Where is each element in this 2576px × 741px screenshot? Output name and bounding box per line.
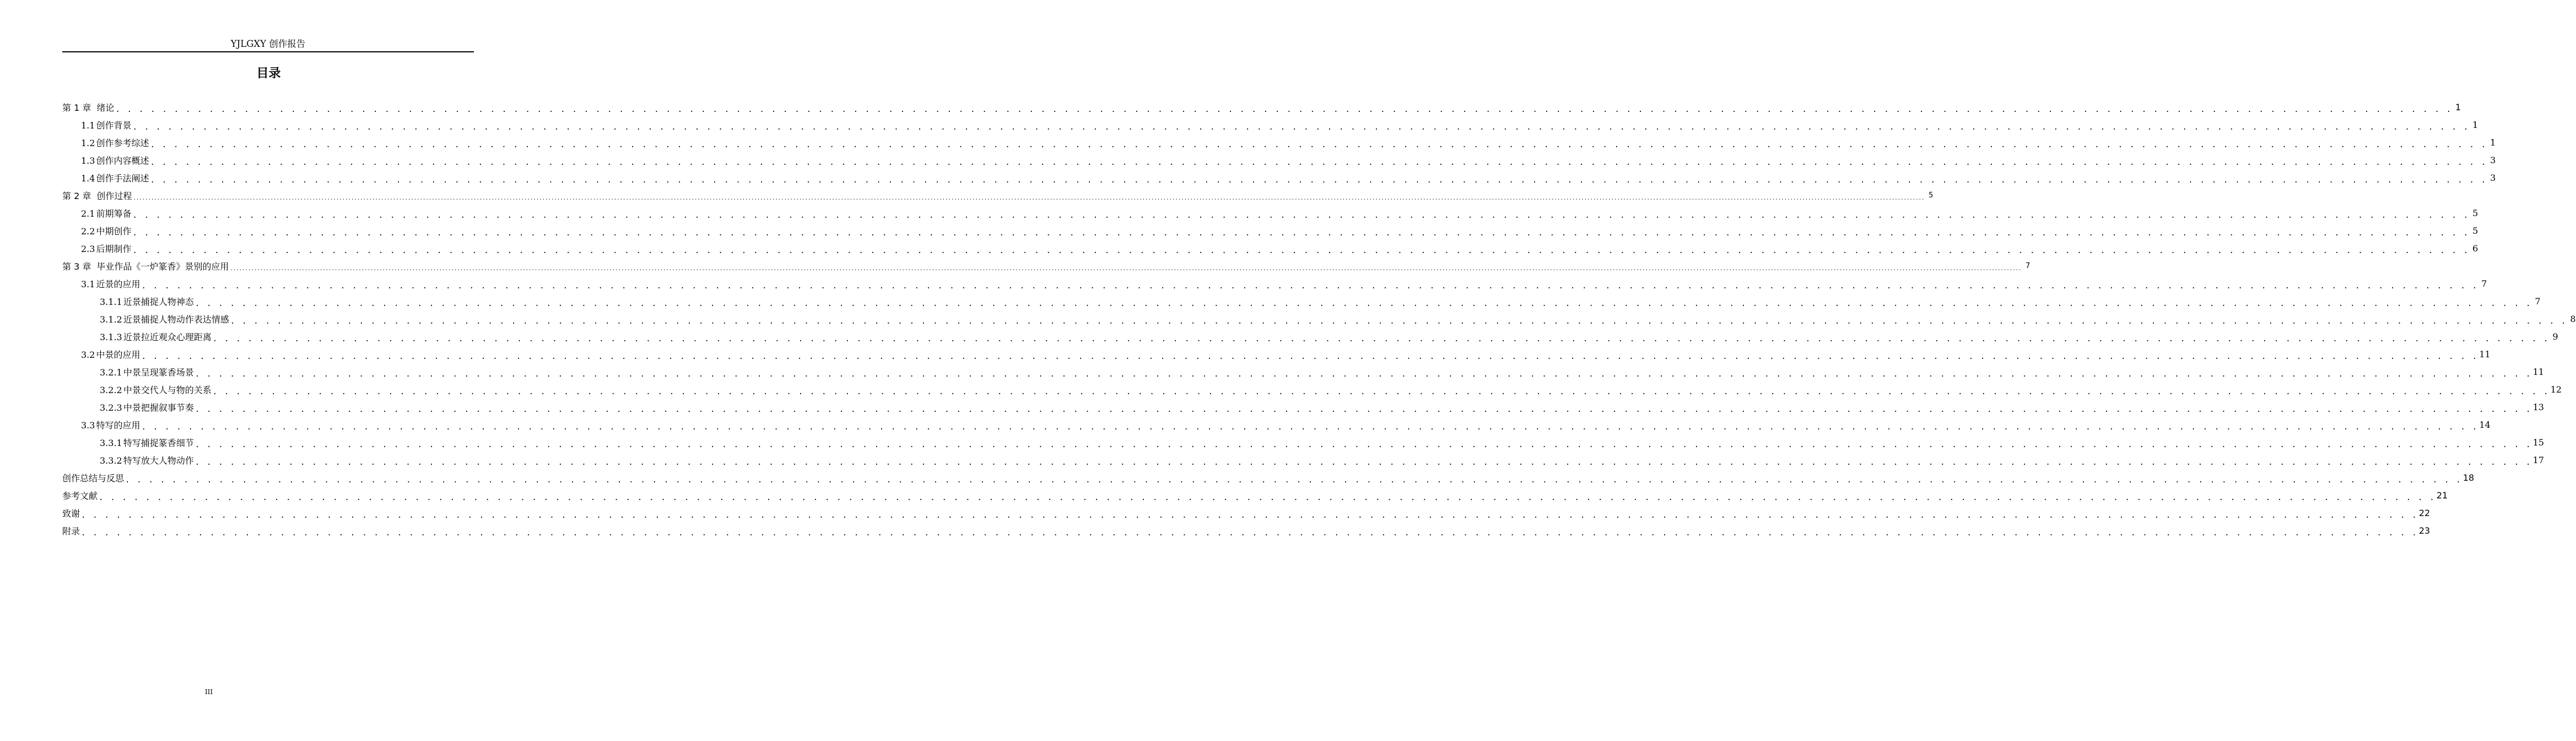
toc-entry-label [81,242,131,255]
toc-entry-title: 创作总结与反思 [62,472,125,484]
toc-entry-page: 3 [2490,154,2496,165]
toc-entry-number: 1.1 [81,120,95,131]
toc-entry-page: 14 [2479,419,2491,430]
toc-entry-number: 3.1.3 [100,331,122,342]
toc-entry-label [100,313,229,325]
toc-entry[interactable] [62,98,2461,116]
toc-entry-label [62,260,229,272]
toc-entry-number: 3.2 [81,349,95,360]
dot-leader: . . . . . . . . . . . . . . . . . . . . . . . . . . . . . . . . . . . . . . . . . . . . . . . . . . . . . . . . . . . . . . . . . . . . . . . . . . . . . . . . . . . . . . . . . . . . . . . . . . . . . . . . . . . . . . . . . . . . . . . . . . . . . . . . . . . . . . . . . . . . . . . . . . . . . . . . . . . . . . . . . . . . . . . . . . . . . . . . . . . . . . . . . . . . . . . . . . . . . . . . [81,529,2418,538]
toc-entry-number: 3.2.1 [100,367,122,378]
dot-leader: . . . . . . . . . . . . . . . . . . . . . . . . . . . . . . . . . . . . . . . . . . . . . . . . . . . . . . . . . . . . . . . . . . . . . . . . . . . . . . . . . . . . . . . . . . . . . . . . . . . . . . . . . . . . . . . . . . . . . . . . . . . . . . . . . . . . . . . . . . . . . . . . . . . . . . . . . . . . . . . . . . . . . . . . . . . . . . . . . . . . . . . . . . . . . . . . . . . . . . . . [195,405,2532,414]
toc-entry-title: 特写的应用 [96,420,141,431]
dot-leader: . . . . . . . . . . . . . . . . . . . . . . . . . . . . . . . . . . . . . . . . . . . . . . . . . . . . . . . . . . . . . . . . . . . . . . . . . . . . . . . . . . . . . . . . . . . . . . . . . . . . . . . . . . . . . . . . . . . . . . . . . . . . . . . . . . . . . . . . . . . . . . . . . . . . . . . . . . . . . . . . . . . . . . . . . . . . . . . . . . . . . . . . . . . . . . . . . . . . . . . . [132,229,2470,238]
toc-entry-page: 12 [2550,384,2562,395]
toc-entry-number: 1.4 [81,173,95,184]
toc-entry[interactable] [62,522,2431,539]
toc-entry-title: 创作参考综述 [96,137,149,148]
toc-entry-label [62,101,114,114]
toc-entry-title: 后期制作 [96,243,132,254]
toc-entry[interactable] [62,204,2478,222]
toc-entry-label [62,189,132,202]
toc-entry[interactable] [62,310,2576,327]
toc-entry-page: 5 [2472,225,2478,236]
page-title: 目录 [256,67,281,80]
dot-leader: . . . . . . . . . . . . . . . . . . . . . . . . . . . . . . . . . . . . . . . . . . . . . . . . . . . . . . . . . . . . . . . . . . . . . . . . . . . . . . . . . . . . . . . . . . . . . . . . . . . . . . . . . . . . . . . . . . . . . . . . . . . . . . . . . . . . . . . . . . . . . . . . . . . . . . . . . . . . . . . . . . . . . . . . . . . . . . . . . . . . . . . . . . . . . . . . . . . . . . . . [132,123,2470,132]
toc-entry-label [62,507,80,519]
dot-leader: . . . . . . . . . . . . . . . . . . . . . . . . . . . . . . . . . . . . . . . . . . . . . . . . . . . . . . . . . . . . . . . . . . . . . . . . . . . . . . . . . . . . . . . . . . . . . . . . . . . . . . . . . . . . . . . . . . . . . . . . . . . . . . . . . . . . . . . . . . . . . . . . . . . . . . . . . . . . . . . . . . . . . . . . . . . . . . . . . . . . . . . . . . . . . . . . . . . . . . . . [150,141,2487,149]
toc-entry-page: 23 [2418,525,2431,536]
toc-entry-number: 3.2.2 [100,384,122,395]
toc-entry-page: 11 [2479,348,2491,359]
toc-entry-page: 3 [2490,172,2496,183]
toc-entry-page: 7 [2535,296,2541,307]
toc-entry-title: 绪论 [96,102,115,113]
toc-entry-title: 近景的应用 [96,278,141,289]
toc-entry-number: 1.2 [81,137,95,148]
toc-entry[interactable] [62,257,2030,275]
toc-entry-title: 近景捕捉人物神态 [123,296,194,307]
toc-entry-label [100,383,212,396]
toc-entry-title: 特写放大人物动作 [123,455,194,466]
toc-entry-number: 3.3.2 [100,455,122,466]
dot-leader: . . . . . . . . . . . . . . . . . . . . . . . . . . . . . . . . . . . . . . . . . . . . . . . . . . . . . . . . . . . . . . . . . . . . . . . . . . . . . . . . . . . . . . . . . . . . . . . . . . . . . . . . . . . . . . . . . . . . . . . . . . . . . . . . . . . . . . . . . . . . . . . . . . . . . . . . . . . . . . . . . . . . . . . . . . . . . . . . . . . . . . . . . . . . . . . . . . . . . . . . [195,441,2532,449]
toc-entry-title: 创作背景 [96,120,132,131]
toc-entry-title: 附录 [62,525,80,536]
toc-entry-number: 3.1 [81,278,95,289]
toc-entry-page: 11 [2532,366,2544,377]
toc-entry-number: 3.3 [81,420,95,431]
dot-leader: . . . . . . . . . . . . . . . . . . . . . . . . . . . . . . . . . . . . . . . . . . . . . . . . . . . . . . . . . . . . . . . . . . . . . . . . . . . . . . . . . . . . . . . . . . . . . . . . . . . . . . . . . . . . . . . . . . . . . . . . . . . . . . . . . . . . . . . . . . . . . . . . . . . . . . . . . . . . . . . . . . . . . . . . . . . . . . . . . . . . . . . . . . . . . . . . . . . . . . . . [115,105,2453,114]
toc-entry-page: 18 [2462,472,2475,483]
toc-entry-page: 1 [2490,137,2496,148]
toc-entry-page: 7 [2481,278,2487,289]
toc-entry-title: 参考文献 [62,490,98,501]
toc-entry-label [81,154,149,167]
toc-entry-page: 5 [2472,207,2478,218]
toc-entry-title: 创作过程 [96,190,132,201]
running-header: YJLGXY 创作报告 [62,36,474,52]
dot-leader: . . . . . . . . . . . . . . . . . . . . . . . . . . . . . . . . . . . . . . . . . . . . . . . . . . . . . . . . . . . . . . . . . . . . . . . . . . . . . . . . . . . . . . . . . . . . . . . . . . . . . . . . . . . . . . . . . . . . . . . . . . . . . . . . . . . . . . . . . . . . . . . . . . . . . . . . . . . . . . . . . . . . . . . . . . . . . . . . . . . . . . . . . . . . . . . . . . . . . . . . [150,158,2487,167]
toc-entry-label [81,418,140,431]
toc-entry-number: 3.3.1 [100,437,122,448]
dot-leader: . . . . . . . . . . . . . . . . . . . . . . . . . . . . . . . . . . . . . . . . . . . . . . . . . . . . . . . . . . . . . . . . . . . . . . . . . . . . . . . . . . . . . . . . . . . . . . . . . . . . . . . . . . . . . . . . . . . . . . . . . . . . . . . . . . . . . . . . . . . . . . . . . . . . . . . . . . . . . . . . . . . . . . . . . . . . . . . . . . . . . . . . . . . . . . . . . . . . . . . . [125,476,2462,485]
toc-entry-label [100,454,194,466]
toc-entry[interactable] [62,151,2496,169]
toc-entry-number: 第 3 章 [62,261,91,272]
toc-entry[interactable] [62,363,2544,380]
toc-entry[interactable] [62,433,2544,451]
toc-entry-title: 致谢 [62,508,80,519]
toc-entry[interactable] [62,486,2448,504]
toc-entry-title: 前期筹备 [96,208,132,219]
dot-leader: . . . . . . . . . . . . . . . . . . . . . . . . . . . . . . . . . . . . . . . . . . . . . . . . . . . . . . . . . . . . . . . . . . . . . . . . . . . . . . . . . . . . . . . . . . . . . . . . . . . . . . . . . . . . . . . . . . . . . . . . . . . . . . . . . . . . . . . . . . . . . . . . . . . . . . . . . . . . . . . . . . . . . . . . . . . . . . . . . . . . . . . . . . . . . . . . . . . . . . . . [212,335,2550,343]
dot-leader: ........................................................................................................................................................................................................................................................................................................................................................................................................................................................................................................................................................................................................................ [230,266,2022,272]
toc-entry-label [62,489,98,502]
toc-entry-title: 中景把握叙事节奏 [123,402,194,413]
toc-entry-page: 8 [2570,313,2576,324]
toc-entry-page: 1 [2455,101,2461,112]
toc-entry-label [62,524,80,537]
toc-entry-page: 6 [2472,243,2478,254]
dot-leader: . . . . . . . . . . . . . . . . . . . . . . . . . . . . . . . . . . . . . . . . . . . . . . . . . . . . . . . . . . . . . . . . . . . . . . . . . . . . . . . . . . . . . . . . . . . . . . . . . . . . . . . . . . . . . . . . . . . . . . . . . . . . . . . . . . . . . . . . . . . . . . . . . . . . . . . . . . . . . . . . . . . . . . . . . . . . . . . . . . . . . . . . . . . . . . . . . . . . . . . . [195,370,2532,379]
dot-leader: . . . . . . . . . . . . . . . . . . . . . . . . . . . . . . . . . . . . . . . . . . . . . . . . . . . . . . . . . . . . . . . . . . . . . . . . . . . . . . . . . . . . . . . . . . . . . . . . . . . . . . . . . . . . . . . . . . . . . . . . . . . . . . . . . . . . . . . . . . . . . . . . . . . . . . . . . . . . . . . . . . . . . . . . . . . . . . . . . . . . . . . . . . . . . . . . . . . . . . . . [150,176,2487,185]
toc-entry-number: 第 2 章 [62,190,91,201]
toc-entry-title: 中期创作 [96,225,132,237]
toc-entry-title: 中景呈现篆香场景 [123,367,194,378]
toc-entry[interactable] [62,398,2544,416]
dot-leader: . . . . . . . . . . . . . . . . . . . . . . . . . . . . . . . . . . . . . . . . . . . . . . . . . . . . . . . . . . . . . . . . . . . . . . . . . . . . . . . . . . . . . . . . . . . . . . . . . . . . . . . . . . . . . . . . . . . . . . . . . . . . . . . . . . . . . . . . . . . . . . . . . . . . . . . . . . . . . . . . . . . . . . . . . . . . . . . . . . . . . . . . . . . . . . . . . . . . . . . . [141,423,2478,432]
toc-entry-page: 9 [2552,331,2558,342]
toc-entry[interactable] [62,451,2544,469]
toc-entry-label [81,277,140,290]
toc-entry[interactable] [62,469,2475,486]
toc-entry-label [100,366,194,378]
toc-entry[interactable] [62,169,2496,186]
toc-entry[interactable] [62,416,2491,433]
toc-entry-title: 近景拉近观众心理距离 [123,331,212,342]
dot-leader: ........................................................................................................................................................................................................................................................................................................................................................................................................................................................................................................................................................................................................................ [133,196,1925,201]
toc-entry-title: 毕业作品《一炉篆香》景别的应用 [96,261,229,272]
toc-entry-label [100,436,194,449]
toc-entry-number: 2.3 [81,243,95,254]
dot-leader: . . . . . . . . . . . . . . . . . . . . . . . . . . . . . . . . . . . . . . . . . . . . . . . . . . . . . . . . . . . . . . . . . . . . . . . . . . . . . . . . . . . . . . . . . . . . . . . . . . . . . . . . . . . . . . . . . . . . . . . . . . . . . . . . . . . . . . . . . . . . . . . . . . . . . . . . . . . . . . . . . . . . . . . . . . . . . . . . . . . . . . . . . . . . . . . . . . . . . . . . [99,493,2435,502]
toc-entry-number: 第 1 章 [62,102,91,113]
dot-leader: . . . . . . . . . . . . . . . . . . . . . . . . . . . . . . . . . . . . . . . . . . . . . . . . . . . . . . . . . . . . . . . . . . . . . . . . . . . . . . . . . . . . . . . . . . . . . . . . . . . . . . . . . . . . . . . . . . . . . . . . . . . . . . . . . . . . . . . . . . . . . . . . . . . . . . . . . . . . . . . . . . . . . . . . . . . . . . . . . . . . . . . . . . . . . . . . . . . . . . . . [230,317,2567,326]
toc-entry-label [62,471,124,484]
toc-entry-title: 创作手法阐述 [96,173,149,184]
toc-entry[interactable] [62,116,2478,133]
toc-entry[interactable] [62,222,2478,239]
dot-leader: . . . . . . . . . . . . . . . . . . . . . . . . . . . . . . . . . . . . . . . . . . . . . . . . . . . . . . . . . . . . . . . . . . . . . . . . . . . . . . . . . . . . . . . . . . . . . . . . . . . . . . . . . . . . . . . . . . . . . . . . . . . . . . . . . . . . . . . . . . . . . . . . . . . . . . . . . . . . . . . . . . . . . . . . . . . . . . . . . . . . . . . . . . . . . . . . . . . . . . . . [212,388,2550,396]
dot-leader: . . . . . . . . . . . . . . . . . . . . . . . . . . . . . . . . . . . . . . . . . . . . . . . . . . . . . . . . . . . . . . . . . . . . . . . . . . . . . . . . . . . . . . . . . . . . . . . . . . . . . . . . . . . . . . . . . . . . . . . . . . . . . . . . . . . . . . . . . . . . . . . . . . . . . . . . . . . . . . . . . . . . . . . . . . . . . . . . . . . . . . . . . . . . . . . . . . . . . . . . [81,511,2418,520]
toc-entry-number: 3.2.3 [100,402,122,413]
toc-entry-page: 5 [1929,191,1934,200]
toc-entry-label [81,348,140,361]
toc-entry-label [81,119,131,131]
toc-entry[interactable] [62,275,2487,292]
toc-entry-label [100,295,194,308]
toc-entry-number: 2.1 [81,208,95,219]
toc-entry-title: 近景捕捉人物动作表达情感 [123,314,229,325]
toc-entry-page: 15 [2532,437,2544,448]
toc-entry-page: 17 [2532,454,2544,465]
toc-entry-number: 1.3 [81,155,95,166]
toc-entry[interactable] [62,504,2431,522]
toc-entry-number: 3.1.2 [100,314,122,325]
toc-entry[interactable] [62,133,2496,151]
toc-entry-label [100,330,212,343]
toc-entry-number: 3.1.1 [100,296,122,307]
page-number-footer: III [204,688,213,696]
toc-entry-label [81,224,131,237]
toc-entry-title: 中景交代人与物的关系 [123,384,212,395]
toc-entry-page: 13 [2532,401,2544,412]
dot-leader: . . . . . . . . . . . . . . . . . . . . . . . . . . . . . . . . . . . . . . . . . . . . . . . . . . . . . . . . . . . . . . . . . . . . . . . . . . . . . . . . . . . . . . . . . . . . . . . . . . . . . . . . . . . . . . . . . . . . . . . . . . . . . . . . . . . . . . . . . . . . . . . . . . . . . . . . . . . . . . . . . . . . . . . . . . . . . . . . . . . . . . . . . . . . . . . . . . . . . . . . [141,352,2478,361]
dot-leader: . . . . . . . . . . . . . . . . . . . . . . . . . . . . . . . . . . . . . . . . . . . . . . . . . . . . . . . . . . . . . . . . . . . . . . . . . . . . . . . . . . . . . . . . . . . . . . . . . . . . . . . . . . . . . . . . . . . . . . . . . . . . . . . . . . . . . . . . . . . . . . . . . . . . . . . . . . . . . . . . . . . . . . . . . . . . . . . . . . . . . . . . . . . . . . . . . . . . . . . . [141,282,2478,291]
table-of-contents [62,98,2576,539]
toc-entry-number: 2.2 [81,225,95,237]
toc-entry-title: 特写捕捉篆香细节 [123,437,194,448]
toc-entry-title: 中景的应用 [96,349,141,360]
toc-entry-label [81,171,149,184]
toc-entry-label [100,401,194,414]
toc-entry-page: 7 [2026,261,2030,270]
toc-entry[interactable] [62,186,1934,204]
toc-entry-title: 创作内容概述 [96,155,149,166]
toc-entry-page: 21 [2436,490,2448,501]
toc-entry-page: 1 [2472,119,2478,130]
toc-entry-page: 22 [2418,507,2431,518]
toc-entry[interactable] [62,345,2491,363]
toc-entry[interactable] [62,327,2558,345]
dot-leader: . . . . . . . . . . . . . . . . . . . . . . . . . . . . . . . . . . . . . . . . . . . . . . . . . . . . . . . . . . . . . . . . . . . . . . . . . . . . . . . . . . . . . . . . . . . . . . . . . . . . . . . . . . . . . . . . . . . . . . . . . . . . . . . . . . . . . . . . . . . . . . . . . . . . . . . . . . . . . . . . . . . . . . . . . . . . . . . . . . . . . . . . . . . . . . . . . . . . . . . . [132,211,2470,220]
dot-leader: . . . . . . . . . . . . . . . . . . . . . . . . . . . . . . . . . . . . . . . . . . . . . . . . . . . . . . . . . . . . . . . . . . . . . . . . . . . . . . . . . . . . . . . . . . . . . . . . . . . . . . . . . . . . . . . . . . . . . . . . . . . . . . . . . . . . . . . . . . . . . . . . . . . . . . . . . . . . . . . . . . . . . . . . . . . . . . . . . . . . . . . . . . . . . . . . . . . . . . . . [132,246,2470,255]
toc-entry[interactable] [62,239,2478,257]
dot-leader: . . . . . . . . . . . . . . . . . . . . . . . . . . . . . . . . . . . . . . . . . . . . . . . . . . . . . . . . . . . . . . . . . . . . . . . . . . . . . . . . . . . . . . . . . . . . . . . . . . . . . . . . . . . . . . . . . . . . . . . . . . . . . . . . . . . . . . . . . . . . . . . . . . . . . . . . . . . . . . . . . . . . . . . . . . . . . . . . . . . . . . . . . . . . . . . . . . . . . . . . [195,458,2532,467]
dot-leader: . . . . . . . . . . . . . . . . . . . . . . . . . . . . . . . . . . . . . . . . . . . . . . . . . . . . . . . . . . . . . . . . . . . . . . . . . . . . . . . . . . . . . . . . . . . . . . . . . . . . . . . . . . . . . . . . . . . . . . . . . . . . . . . . . . . . . . . . . . . . . . . . . . . . . . . . . . . . . . . . . . . . . . . . . . . . . . . . . . . . . . . . . . . . . . . . . . . . . . . . [195,299,2532,308]
toc-entry-label [81,136,149,149]
toc-entry-label [81,207,131,219]
toc-entry[interactable] [62,292,2541,310]
toc-entry[interactable] [62,380,2562,398]
